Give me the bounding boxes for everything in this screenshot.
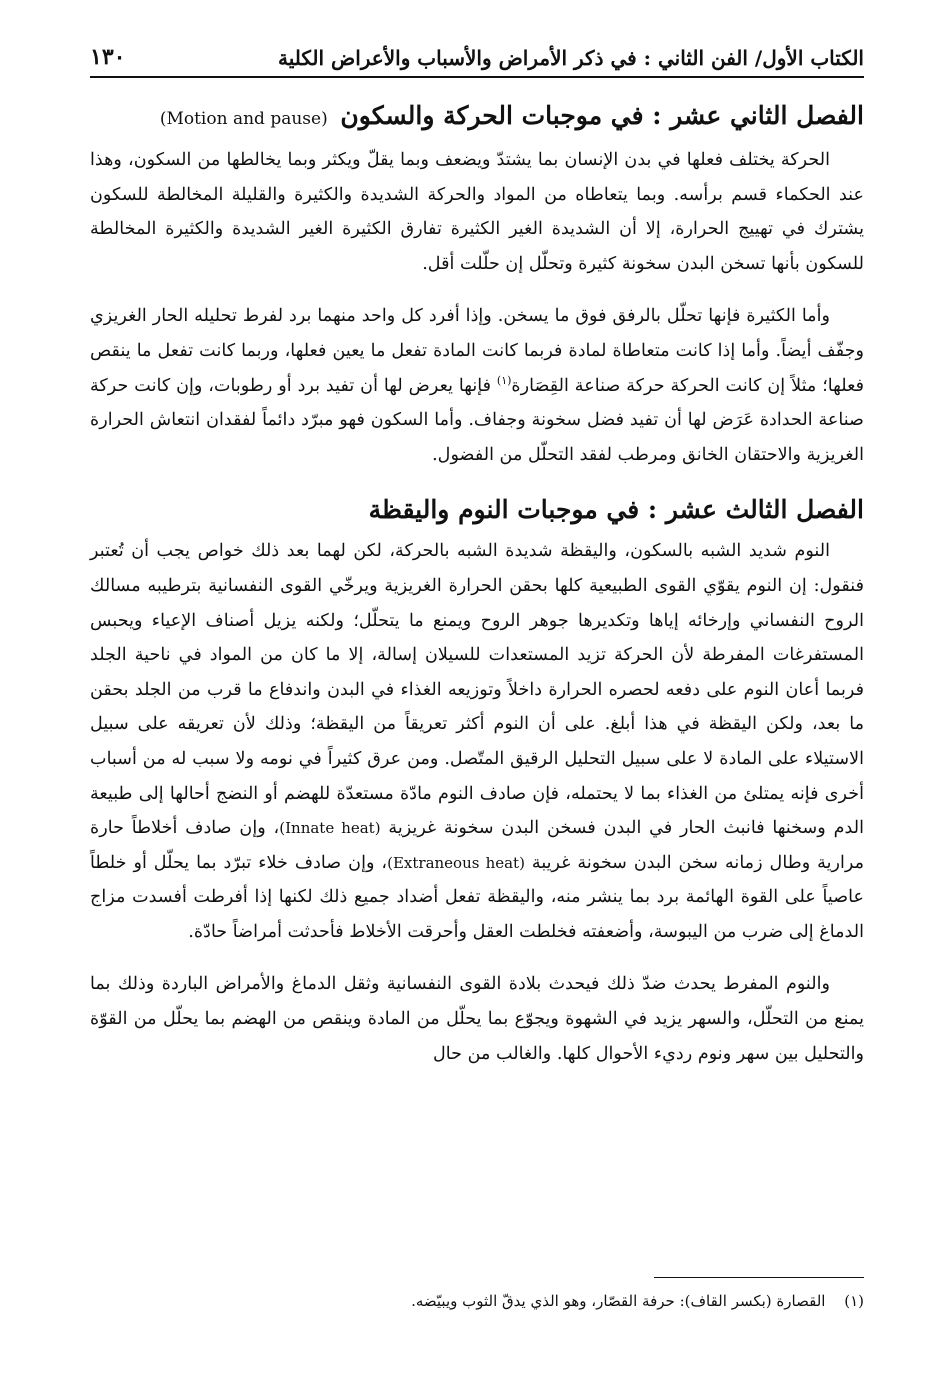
running-title: الكتاب الأول/ الفن الثاني : في ذكر الأمراض والأسباب والأعراض الكلية — [277, 46, 864, 70]
running-header — [90, 22, 864, 78]
chapter-12-paragraph-2-part-a: وأما الكثيرة فإنها تحلّل بالرفق فوق ما يسخن. وإذا أفرد كل واحد منهما برد لفرط تحليله الحار الغريزي وجفّف أيضاً. وأما إذا كانت متعاطاة لمادة فربما كانت المادة تفعل ما يعين فعلها، وربما كانت تفعل ما ينقص فعلها؛ مثلاً إن كانت الحركة حركة صناعة القِصَارة — [90, 306, 864, 396]
chapter-13-paragraph-1-part-c: ، وإن صادف خلاء تبرّد بما يحلّل أو خلطاً عاصياً على القوة الهائمة برد بما ينشر منه، واليقظة تفعل أضداد جميع ذلك لكنها إذا أفرطت أفسدت مزاج الدماغ إلى ضرب من اليبوسة، وأضعفته فخلطت العقل وأحرقت الأخلاط فأحدثت أمراضاً حادّة. — [90, 852, 864, 942]
footnote-reference[interactable]: (١) — [496, 373, 512, 387]
footnote-number: (١) — [844, 1292, 864, 1310]
chapter-12-paragraph-1: الحركة يختلف فعلها في بدن الإنسان بما يشتدّ ويضعف وبما يقلّ ويكثر وبما يخالطها من السكون، وهذا عند الحكماء قسم برأسه. وبما يتعاطاه من المواد والحركة الشديدة والكثيرة والقليلة المخالطة للسكون يشترك في تهييج الحرارة، إلا أن الشديدة الغير الكثيرة تفارق الكثيرة الغير الشديدة والكثيرة المخالطة للسكون بأنها تسخن البدن سخونة كثيرة وتحلّل إن حلّلت أقل. — [90, 150, 864, 274]
footnote-divider — [654, 1277, 864, 1278]
innate-heat-term: (Innate heat) — [279, 819, 381, 838]
extraneous-heat-term: (Extraneous heat) — [387, 853, 525, 872]
chapter-12-title: الفصل الثاني عشر : في موجبات الحركة والسكون — [340, 101, 864, 130]
chapter-12-heading — [90, 98, 864, 137]
page-number: ١٣٠ — [90, 44, 126, 70]
footnote-text: القصارة (بكسر القاف): حرفة القصّار، وهو الذي يدقّ الثوب ويبيّضه. — [411, 1292, 826, 1310]
chapter-13-heading — [90, 492, 864, 528]
chapter-12-paragraph-2 — [90, 299, 864, 472]
footnote — [90, 1288, 864, 1314]
chapter-12-paragraph-2-part-b: فإنها يعرض لها أن تفيد برد أو رطوبات، وإن كانت حركة صناعة الحدادة عَرَض لها أن تفيد فضل سخونة وجفاف. وأما السكون فهو مبرّد دائماً لفقدان انتعاش الحرارة الغريزية والاحتقان الخانق ومرطب لفقد التحلّل من الفضول. — [90, 375, 864, 465]
chapter-13-paragraph-1 — [90, 534, 864, 949]
chapter-13-paragraph-1-part-b: ، وإن صادف أخلاطاً حارة مرارية وطال زمانه سخن البدن سخونة غريبة — [90, 818, 864, 873]
chapter-13-title: الفصل الثالث عشر : في موجبات النوم واليقظة — [368, 495, 864, 525]
chapter-13-paragraph-2: والنوم المفرط يحدث ضدّ ذلك فيحدث بلادة القوى النفسانية وثقل الدماغ والأمراض الباردة وذلك بما يمنع من التحلّل، والسهر يزيد في الشهوة ويجوّع بما يحلّل من المادة وينقص من الهضم بما يحلّل من القوّة والتحليل بين سهر ونوم رديء الأحوال كلها. والغالب من حال — [90, 974, 864, 1064]
chapter-13-paragraph-1-part-a: النوم شديد الشبه بالسكون، واليقظة شديدة الشبه بالحركة، لكن لهما بعد ذلك خواص يجب أن تُعتبر فنقول: إن النوم يقوّي القوى الطبيعية كلها بحقن الحرارة الغريزية ويرخّي القوى النفسانية بترطيبه مسالك الروح النفساني وإرخائه إياها وتكديرها جوهر الروح ويمنع ما يتحلّل؛ ولكنه يزيل أصناف الإعياء ويحبس المستفرغات المفرطة لأن الحركة تزيد المستعدات للسيلان إسالة، إلا ما كان من المواد في ناحية الجلد فربما أعان النوم على دفعه لحصره الحرارة داخلاً وتوزيعه الغذاء في البدن واندفاع ما قرب من الجلد بحقن ما بعد، ولكن اليقظة في هذا أبلغ. على أن النوم أكثر تعريقاً من اليقظة؛ وذلك لأن تعريقه على سبيل الاستيلاء على المادة لا على سبيل التحليل الرقيق المتّصل. ومن عرق كثيراً في نومه ولا سبب له من أسباب أخرى فإنه يمتلئ من الغذاء بما لا يحتمله، فإن صادف النوم مادّة مستعدّة للهضم أو النضج أحالها إلى طبيعة الدم وسخنها فانبث الحار في البدن فسخن البدن سخونة غريزية — [90, 541, 865, 839]
chapter-12-english-title: (Motion and pause) — [159, 109, 328, 129]
